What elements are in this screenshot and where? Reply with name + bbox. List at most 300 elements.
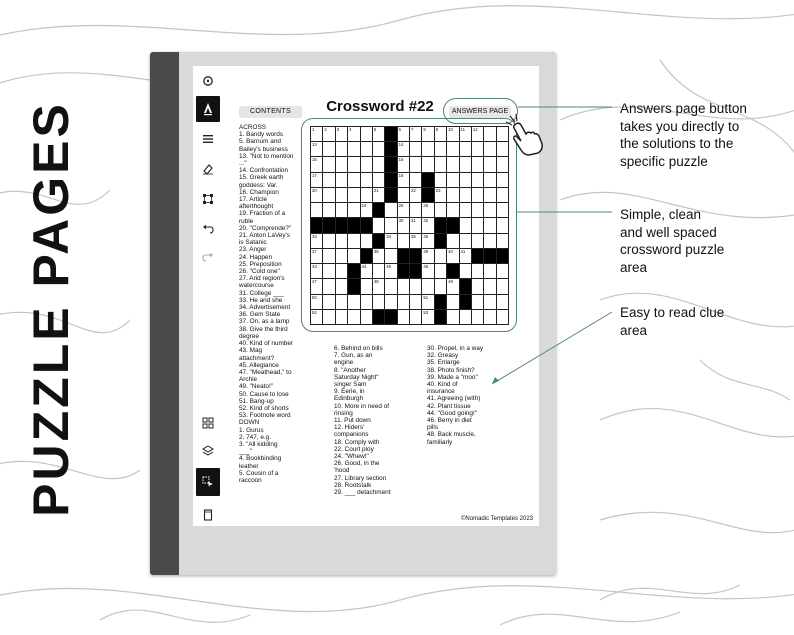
clue-line: DOWN — [239, 419, 260, 427]
crossword-cell[interactable] — [348, 173, 360, 188]
crossword-cell[interactable] — [497, 157, 509, 172]
crossword-cell[interactable] — [497, 203, 509, 218]
crossword-cell[interactable] — [398, 157, 410, 172]
crossword-cell[interactable] — [460, 157, 472, 172]
puzzle-pages-heading — [23, 84, 80, 534]
clue-line: afterthought — [239, 203, 274, 211]
crossword-cell[interactable] — [484, 157, 496, 172]
crossword-cell[interactable] — [348, 142, 360, 157]
cell-number: 11 — [460, 127, 465, 132]
crossword-cell[interactable] — [435, 142, 447, 157]
crossword-cell[interactable] — [497, 234, 509, 249]
menu-icon[interactable] — [196, 128, 220, 150]
crossword-cell[interactable] — [447, 295, 459, 310]
crossword-cell[interactable] — [385, 234, 397, 249]
clue-line: raccoon — [239, 476, 262, 484]
clue-line: 51. Bang-up — [239, 397, 274, 405]
clue-line: 26. Good, in the — [334, 460, 380, 468]
crossword-cell[interactable] — [323, 203, 335, 218]
clue-line: degree — [239, 332, 259, 340]
crossword-cell[interactable] — [497, 264, 509, 279]
crossword-cell[interactable] — [398, 142, 410, 157]
clue-line: 19. Fraction of a — [239, 210, 286, 218]
cell-number: 49 — [448, 279, 453, 285]
clue-line: 26. "Cold one" — [239, 268, 280, 276]
clue-line: goddess: Var. — [239, 181, 278, 189]
crossword-cell[interactable] — [472, 234, 484, 249]
eraser-icon[interactable] — [196, 158, 220, 180]
clue-line: 36. Gem State — [239, 311, 281, 319]
crossword-cell[interactable] — [422, 279, 434, 294]
crossword-cell[interactable] — [410, 157, 422, 172]
clue-line: engine — [334, 359, 354, 367]
clue-line: 32. Greasy — [427, 352, 459, 360]
refresh-icon[interactable] — [196, 70, 220, 92]
crossword-cell[interactable] — [361, 203, 373, 218]
crossword-cell[interactable] — [361, 127, 373, 142]
clue-column-3 — [427, 345, 507, 446]
crossword-cell[interactable] — [460, 234, 472, 249]
crossword-cell[interactable] — [497, 188, 509, 203]
crossword-cell[interactable] — [472, 173, 484, 188]
crossword-cell[interactable] — [323, 234, 335, 249]
crossword-cell[interactable] — [398, 203, 410, 218]
crossword-cell[interactable] — [373, 218, 385, 233]
crossword-cell[interactable] — [361, 264, 373, 279]
crossword-cell[interactable] — [497, 173, 509, 188]
cell-number: 33 — [312, 233, 317, 239]
tablet-grip-strip — [150, 52, 179, 575]
crossword-cell[interactable] — [410, 203, 422, 218]
cell-number: 24 — [361, 203, 367, 209]
crossword-cell[interactable] — [398, 218, 410, 233]
crossword-cell[interactable] — [336, 127, 348, 142]
undo-icon[interactable] — [196, 218, 220, 240]
crossword-cell[interactable] — [484, 264, 496, 279]
crossword-cell[interactable] — [484, 188, 496, 203]
crossword-cell[interactable] — [323, 295, 335, 310]
cell-number: 26 — [423, 203, 429, 209]
crossword-block — [385, 157, 397, 172]
crossword-block — [447, 218, 459, 233]
crossword-cell[interactable] — [311, 249, 323, 264]
crossword-grid[interactable] — [311, 127, 509, 325]
clue-line: 28. Rootstalk — [334, 481, 372, 489]
crossword-cell[interactable] — [410, 188, 422, 203]
crossword-cell[interactable] — [311, 310, 323, 325]
clue-line: singer Sam — [334, 381, 367, 389]
crossword-cell[interactable] — [410, 173, 422, 188]
crossword-cell[interactable] — [422, 295, 434, 310]
clue-line: insurance — [427, 388, 455, 396]
crossword-cell[interactable] — [323, 127, 335, 142]
cell-number: 18 — [398, 172, 404, 178]
layers-icon[interactable] — [196, 440, 220, 462]
clue-line: companions — [334, 431, 369, 439]
cell-number: 46 — [423, 264, 429, 270]
crossword-cell[interactable] — [311, 157, 323, 172]
crossword-cell[interactable] — [460, 142, 472, 157]
crossword-block — [435, 295, 447, 310]
cell-number: 13 — [312, 142, 317, 148]
crossword-cell[interactable] — [435, 203, 447, 218]
clue-line: 38. Give the third — [239, 325, 288, 333]
cell-number: 5 — [373, 127, 377, 132]
crossword-cell[interactable] — [385, 279, 397, 294]
crossword-cell[interactable] — [336, 173, 348, 188]
crossword-cell[interactable] — [472, 295, 484, 310]
crossword-cell[interactable] — [311, 295, 323, 310]
crossword-block — [435, 218, 447, 233]
crossword-cell[interactable] — [422, 203, 434, 218]
crossword-cell[interactable] — [398, 295, 410, 310]
crossword-cell[interactable] — [460, 188, 472, 203]
clue-line: leather — [239, 462, 259, 470]
clue-line: 5. Barnum and — [239, 138, 281, 146]
crossword-cell[interactable] — [472, 279, 484, 294]
crossword-cell[interactable] — [336, 157, 348, 172]
crossword-cell[interactable] — [311, 203, 323, 218]
crossword-cell[interactable] — [435, 188, 447, 203]
crossword-cell[interactable] — [472, 157, 484, 172]
crossword-block — [311, 218, 323, 233]
cell-number: 10 — [448, 127, 453, 132]
crossword-cell[interactable] — [484, 203, 496, 218]
crossword-cell[interactable] — [361, 279, 373, 294]
crossword-cell[interactable] — [410, 279, 422, 294]
crossword-cell[interactable] — [435, 157, 447, 172]
crossword-cell[interactable] — [398, 173, 410, 188]
crossword-cell[interactable] — [336, 279, 348, 294]
cell-number: 48 — [373, 279, 379, 285]
cell-number: 12 — [472, 127, 478, 132]
crossword-cell[interactable] — [410, 234, 422, 249]
crossword-cell[interactable] — [422, 264, 434, 279]
crossword-cell[interactable] — [435, 249, 447, 264]
crossword-cell[interactable] — [323, 310, 335, 325]
crossword-cell[interactable] — [311, 142, 323, 157]
clue-line: 45. Allegiance — [239, 361, 279, 369]
clue-line: 11. Put down — [334, 417, 371, 425]
crossword-cell[interactable] — [460, 173, 472, 188]
cell-number: 20 — [312, 187, 317, 193]
crossword-cell[interactable] — [460, 310, 472, 325]
clue-line: 35. Enlarge — [427, 359, 460, 367]
clue-line: 5. Cousin of a — [239, 469, 279, 477]
clue-line: 13. "Not to mention — [239, 152, 294, 160]
contents-button[interactable]: CONTENTS — [239, 106, 302, 118]
crossword-cell[interactable] — [447, 127, 459, 142]
clue-line: 17. Article — [239, 196, 268, 204]
crossword-cell[interactable] — [497, 310, 509, 325]
crossword-cell[interactable] — [323, 173, 335, 188]
clue-line: Bailey's business — [239, 145, 288, 153]
crossword-cell[interactable] — [336, 295, 348, 310]
crossword-cell[interactable] — [361, 157, 373, 172]
crossword-cell[interactable] — [447, 279, 459, 294]
crossword-cell[interactable] — [447, 173, 459, 188]
crossword-cell[interactable] — [472, 142, 484, 157]
crossword-block — [422, 173, 434, 188]
crossword-block — [373, 310, 385, 325]
crossword-cell[interactable] — [348, 295, 360, 310]
cell-number: 8 — [423, 127, 426, 132]
crossword-cell[interactable] — [422, 157, 434, 172]
crossword-cell[interactable] — [373, 249, 385, 264]
crossword-cell[interactable] — [422, 142, 434, 157]
crossword-cell[interactable] — [410, 295, 422, 310]
crossword-cell[interactable] — [348, 249, 360, 264]
crossword-cell[interactable] — [484, 127, 496, 142]
cell-number: 39 — [423, 248, 429, 254]
cell-number: 22 — [411, 187, 416, 193]
crossword-cell[interactable] — [361, 173, 373, 188]
crossword-cell[interactable] — [361, 310, 373, 325]
crossword-cell[interactable] — [385, 295, 397, 310]
crossword-cell[interactable] — [361, 188, 373, 203]
crossword-cell[interactable] — [447, 157, 459, 172]
crossword-block — [385, 188, 397, 203]
page-icon[interactable] — [196, 504, 220, 526]
crossword-cell[interactable] — [336, 142, 348, 157]
cell-number: 36 — [423, 233, 429, 239]
clue-line: 15. Greek earth — [239, 174, 284, 182]
crossword-cell[interactable] — [361, 295, 373, 310]
crossword-cell[interactable] — [323, 188, 335, 203]
crossword-cell[interactable] — [472, 310, 484, 325]
crossword-cell[interactable] — [422, 249, 434, 264]
crossword-cell[interactable] — [460, 249, 472, 264]
clue-line: 43. Mag — [239, 347, 263, 355]
crossword-block — [385, 173, 397, 188]
crossword-cell[interactable] — [336, 264, 348, 279]
crossword-cell[interactable] — [435, 173, 447, 188]
crossword-cell[interactable] — [472, 127, 484, 142]
crossword-cell[interactable] — [373, 264, 385, 279]
cell-number: 14 — [398, 142, 404, 148]
crossword-block — [348, 264, 360, 279]
crossword-cell[interactable] — [311, 188, 323, 203]
answers-page-button[interactable]: ANSWERS PAGE — [449, 106, 511, 118]
crossword-cell[interactable] — [460, 203, 472, 218]
crossword-cell[interactable] — [484, 234, 496, 249]
crossword-cell[interactable] — [497, 279, 509, 294]
crossword-cell[interactable] — [472, 218, 484, 233]
crossword-cell[interactable] — [484, 310, 496, 325]
crossword-cell[interactable] — [323, 264, 335, 279]
crossword-cell[interactable] — [336, 234, 348, 249]
crossword-cell[interactable] — [373, 127, 385, 142]
crossword-cell[interactable] — [373, 157, 385, 172]
clue-line: 42. Plant tissue — [427, 402, 471, 410]
crossword-cell[interactable] — [460, 264, 472, 279]
crossword-cell[interactable] — [373, 173, 385, 188]
crossword-cell[interactable] — [447, 310, 459, 325]
clue-line: pills — [427, 424, 439, 432]
crossword-cell[interactable] — [410, 142, 422, 157]
crossword-cell[interactable] — [323, 157, 335, 172]
crossword-cell[interactable] — [348, 127, 360, 142]
crossword-cell[interactable] — [311, 234, 323, 249]
clue-line: 47. "Meathead," to — [239, 368, 292, 376]
crossword-cell[interactable] — [373, 142, 385, 157]
crossword-block — [447, 264, 459, 279]
crossword-cell[interactable] — [348, 157, 360, 172]
crossword-cell[interactable] — [422, 127, 434, 142]
crossword-cell[interactable] — [422, 234, 434, 249]
crossword-block — [410, 264, 422, 279]
crossword-cell[interactable] — [398, 279, 410, 294]
crossword-cell[interactable] — [336, 203, 348, 218]
crossword-block — [422, 188, 434, 203]
select-icon[interactable] — [196, 188, 220, 210]
crossword-cell[interactable] — [323, 249, 335, 264]
puzzle-pages-text: PUZZLE PAGES — [23, 101, 80, 517]
crossword-cell[interactable] — [348, 310, 360, 325]
crossword-cell[interactable] — [398, 188, 410, 203]
clue-column-2 — [334, 345, 414, 496]
cell-number: 4 — [349, 127, 352, 132]
crossword-cell[interactable] — [472, 264, 484, 279]
cell-number: 45 — [386, 264, 392, 270]
crossword-cell[interactable] — [484, 279, 496, 294]
crossword-cell[interactable] — [323, 142, 335, 157]
crossword-cell[interactable] — [460, 127, 472, 142]
clue-line: 53. Footnote word — [239, 412, 291, 420]
crossword-block — [460, 279, 472, 294]
crossword-cell[interactable] — [484, 173, 496, 188]
crossword-cell[interactable] — [361, 142, 373, 157]
crossword-cell[interactable] — [410, 127, 422, 142]
clue-line: 21. Anton LaVey's — [239, 232, 290, 240]
crossword-cell[interactable] — [336, 188, 348, 203]
cell-number: 9 — [435, 127, 439, 132]
crossword-cell[interactable] — [361, 234, 373, 249]
crossword-block — [373, 234, 385, 249]
cell-number: 34 — [386, 233, 392, 239]
crossword-cell[interactable] — [398, 234, 410, 249]
cell-number: 50 — [312, 294, 317, 300]
crossword-cell[interactable] — [385, 249, 397, 264]
crossword-cell[interactable] — [385, 218, 397, 233]
crossword-cell[interactable] — [336, 249, 348, 264]
cell-number: 2 — [324, 127, 327, 132]
cell-number: 15 — [312, 157, 317, 163]
move-icon[interactable] — [196, 468, 220, 496]
crossword-cell[interactable] — [484, 218, 496, 233]
crossword-cell[interactable] — [311, 264, 323, 279]
crossword-cell[interactable] — [373, 188, 385, 203]
cell-number: 40 — [448, 248, 453, 254]
crossword-cell[interactable] — [410, 218, 422, 233]
crossword-cell[interactable] — [484, 295, 496, 310]
crossword-cell[interactable] — [472, 203, 484, 218]
clue-line: 30. Propel, in a way — [427, 345, 484, 352]
crossword-block — [348, 279, 360, 294]
cell-number: 51 — [423, 294, 429, 300]
crossword-cell[interactable] — [447, 203, 459, 218]
crossword-cell[interactable] — [447, 249, 459, 264]
cell-number: 52 — [312, 309, 317, 315]
clue-line: 10. More in need of — [334, 402, 390, 410]
cell-number: 35 — [411, 233, 416, 239]
clue-line: 24. Happen — [239, 253, 273, 261]
clue-line: 18. Comply with — [334, 438, 380, 446]
clue-line: 40. Kind of — [427, 381, 458, 389]
callout-grid-text: Simple, clean and well spaced crossword puzzle area — [620, 207, 725, 275]
cell-number: 25 — [398, 203, 404, 209]
cell-number: 7 — [411, 127, 414, 132]
clue-line: ACROSS — [239, 124, 266, 131]
crossword-cell[interactable] — [484, 142, 496, 157]
clue-line: 23. Anger — [239, 246, 267, 254]
crossword-cell[interactable] — [472, 188, 484, 203]
clue-line: 46. Berry in diet — [427, 417, 472, 425]
pointer-hand-icon — [502, 112, 546, 156]
clue-line: 48. Back muscle, — [427, 431, 476, 439]
crossword-cell[interactable] — [385, 264, 397, 279]
crossword-cell[interactable] — [460, 218, 472, 233]
cell-number: 32 — [423, 218, 429, 224]
crossword-block — [460, 295, 472, 310]
crossword-cell[interactable] — [373, 279, 385, 294]
crossword-cell[interactable] — [348, 234, 360, 249]
clue-line: 4. Bookbinding — [239, 455, 282, 463]
clue-line: 40. Kind of number — [239, 340, 293, 348]
crossword-cell[interactable] — [497, 295, 509, 310]
crossword-cell[interactable] — [447, 234, 459, 249]
crossword-cell[interactable] — [348, 188, 360, 203]
crossword-cell[interactable] — [435, 264, 447, 279]
crossword-block — [323, 218, 335, 233]
crossword-block — [348, 218, 360, 233]
crossword-cell[interactable] — [497, 218, 509, 233]
redo-icon[interactable] — [196, 246, 220, 268]
clue-line: 27. Arid region's — [239, 275, 285, 283]
crossword-cell[interactable] — [422, 310, 434, 325]
clue-line: 9. Eerie, in — [334, 388, 365, 396]
cell-number: 16 — [398, 157, 404, 163]
crossword-cell[interactable] — [422, 218, 434, 233]
crossword-cell[interactable] — [311, 173, 323, 188]
crossword-cell[interactable] — [447, 142, 459, 157]
crossword-cell[interactable] — [398, 310, 410, 325]
clue-line: familiarly — [427, 438, 453, 446]
crossword-cell[interactable] — [311, 127, 323, 142]
crossword-cell[interactable] — [435, 127, 447, 142]
crossword-cell[interactable] — [385, 203, 397, 218]
crossword-cell[interactable] — [447, 188, 459, 203]
clue-line: 'hood — [334, 467, 350, 475]
cell-number: 17 — [312, 172, 317, 178]
crossword-cell[interactable] — [398, 127, 410, 142]
cell-number: 43 — [312, 264, 317, 270]
pen-icon[interactable] — [196, 96, 220, 122]
toolbar — [193, 66, 223, 526]
crossword-cell[interactable] — [336, 310, 348, 325]
copyright-footer: ©Nomadic Templates 2023 — [461, 516, 534, 522]
grid-icon[interactable] — [196, 412, 220, 434]
crossword-cell[interactable] — [311, 279, 323, 294]
clue-line: 7. Gun, as an — [334, 352, 373, 360]
crossword-cell[interactable] — [373, 295, 385, 310]
crossword-cell[interactable] — [410, 310, 422, 325]
crossword-cell[interactable] — [435, 279, 447, 294]
crossword-cell[interactable] — [323, 279, 335, 294]
page-title: Crossword #22 — [326, 98, 434, 115]
crossword-block — [385, 310, 397, 325]
crossword-cell[interactable] — [348, 203, 360, 218]
